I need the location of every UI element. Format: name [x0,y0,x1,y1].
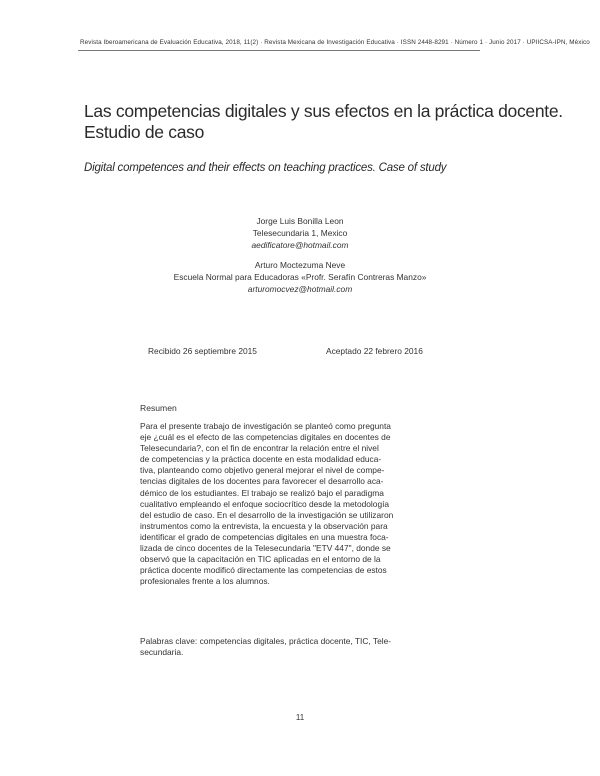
abstract-line: démico de los estudiantes. El trabajo se realizó bajo el paradigma [140,487,384,498]
abstract-heading: Resumen [140,403,177,413]
accepted-date: Aceptado 22 febrero 2016 [326,346,423,356]
author-2-affiliation: Escuela Normal para Educadoras «Profr. Serafín Contreras Manzo» [173,272,427,282]
abstract-line: del estudio de caso. En el desarrollo de la investigación se utilizaron [140,509,394,520]
running-head: Revista Iberoamericana de Evaluación Educativa, 2018, 11(2) · Revista Mexicana de Investigación Educativa · ISSN 2448-8291 · Número 1 · Junio 2017 · UPIICSA-IPN, México [80,39,590,46]
author-1-name: Jorge Luis Bonilla Leon [256,216,344,226]
abstract-line: tencias digitales de los docentes para favorecer el desarrollo aca- [140,476,384,487]
abstract-line: tiva, planteando como objetivo general mejorar el nivel de compe- [140,465,385,476]
page-number: 11 [295,713,305,722]
abstract-line: de competencias y la práctica docente en esta modalidad educa- [140,454,382,465]
abstract-line: eje ¿cuál es el efecto de las competencias digitales en docentes de [140,432,391,443]
author-2-email[interactable]: arturomocvez@hotmail.com [247,284,353,294]
article-dates [148,346,448,358]
author-1-affiliation: Telesecundaria 1, Mexico [252,228,348,238]
author-2-name: Arturo Moctezuma Neve [254,260,346,270]
abstract-line: lizada de cinco docentes de la Telesecundaria "ETV 447", donde se [140,543,391,554]
abstract-line: profesionales frente a los alumnos. [140,576,270,587]
keywords-line: Palabras clave: competencias digitales, práctica docente, TIC, Tele- [140,636,392,646]
abstract-line: instrumentos como la entrevista, la encuesta y la observación para [140,520,388,531]
keywords-line: secundaria. [140,647,184,658]
abstract-line: observó que la capacitación en TIC aplicadas en el entorno de la [140,554,381,565]
abstract-body [140,421,442,587]
author-1-email[interactable]: aedificatore@hotmail.com [251,240,349,250]
article-subtitle: Digital competences and their effects on teaching practices. Case of study [84,162,447,174]
keywords [140,636,442,658]
author-block [100,215,500,295]
title-line-1: Las competencias digitales y sus efectos en la práctica docente. [84,101,563,121]
header-divider [78,50,480,51]
abstract-line: cualitativo empleando el enfoque sociocrítico desde la metodología [140,498,390,509]
abstract-line: Para el presente trabajo de investigación se planteó como pregunta [140,421,391,431]
abstract-line: Telesecundaria?, con el fin de encontrar la relación entre el nivel [140,443,379,454]
abstract-line: práctica docente modificó directamente las competencias de estos [140,565,387,576]
article-title [84,101,563,143]
abstract-line: identificar el grado de competencias digitales en una muestra foca- [140,531,389,542]
received-date: Recibido 26 septiembre 2015 [148,346,257,356]
title-line-2: Estudio de caso [84,122,205,142]
